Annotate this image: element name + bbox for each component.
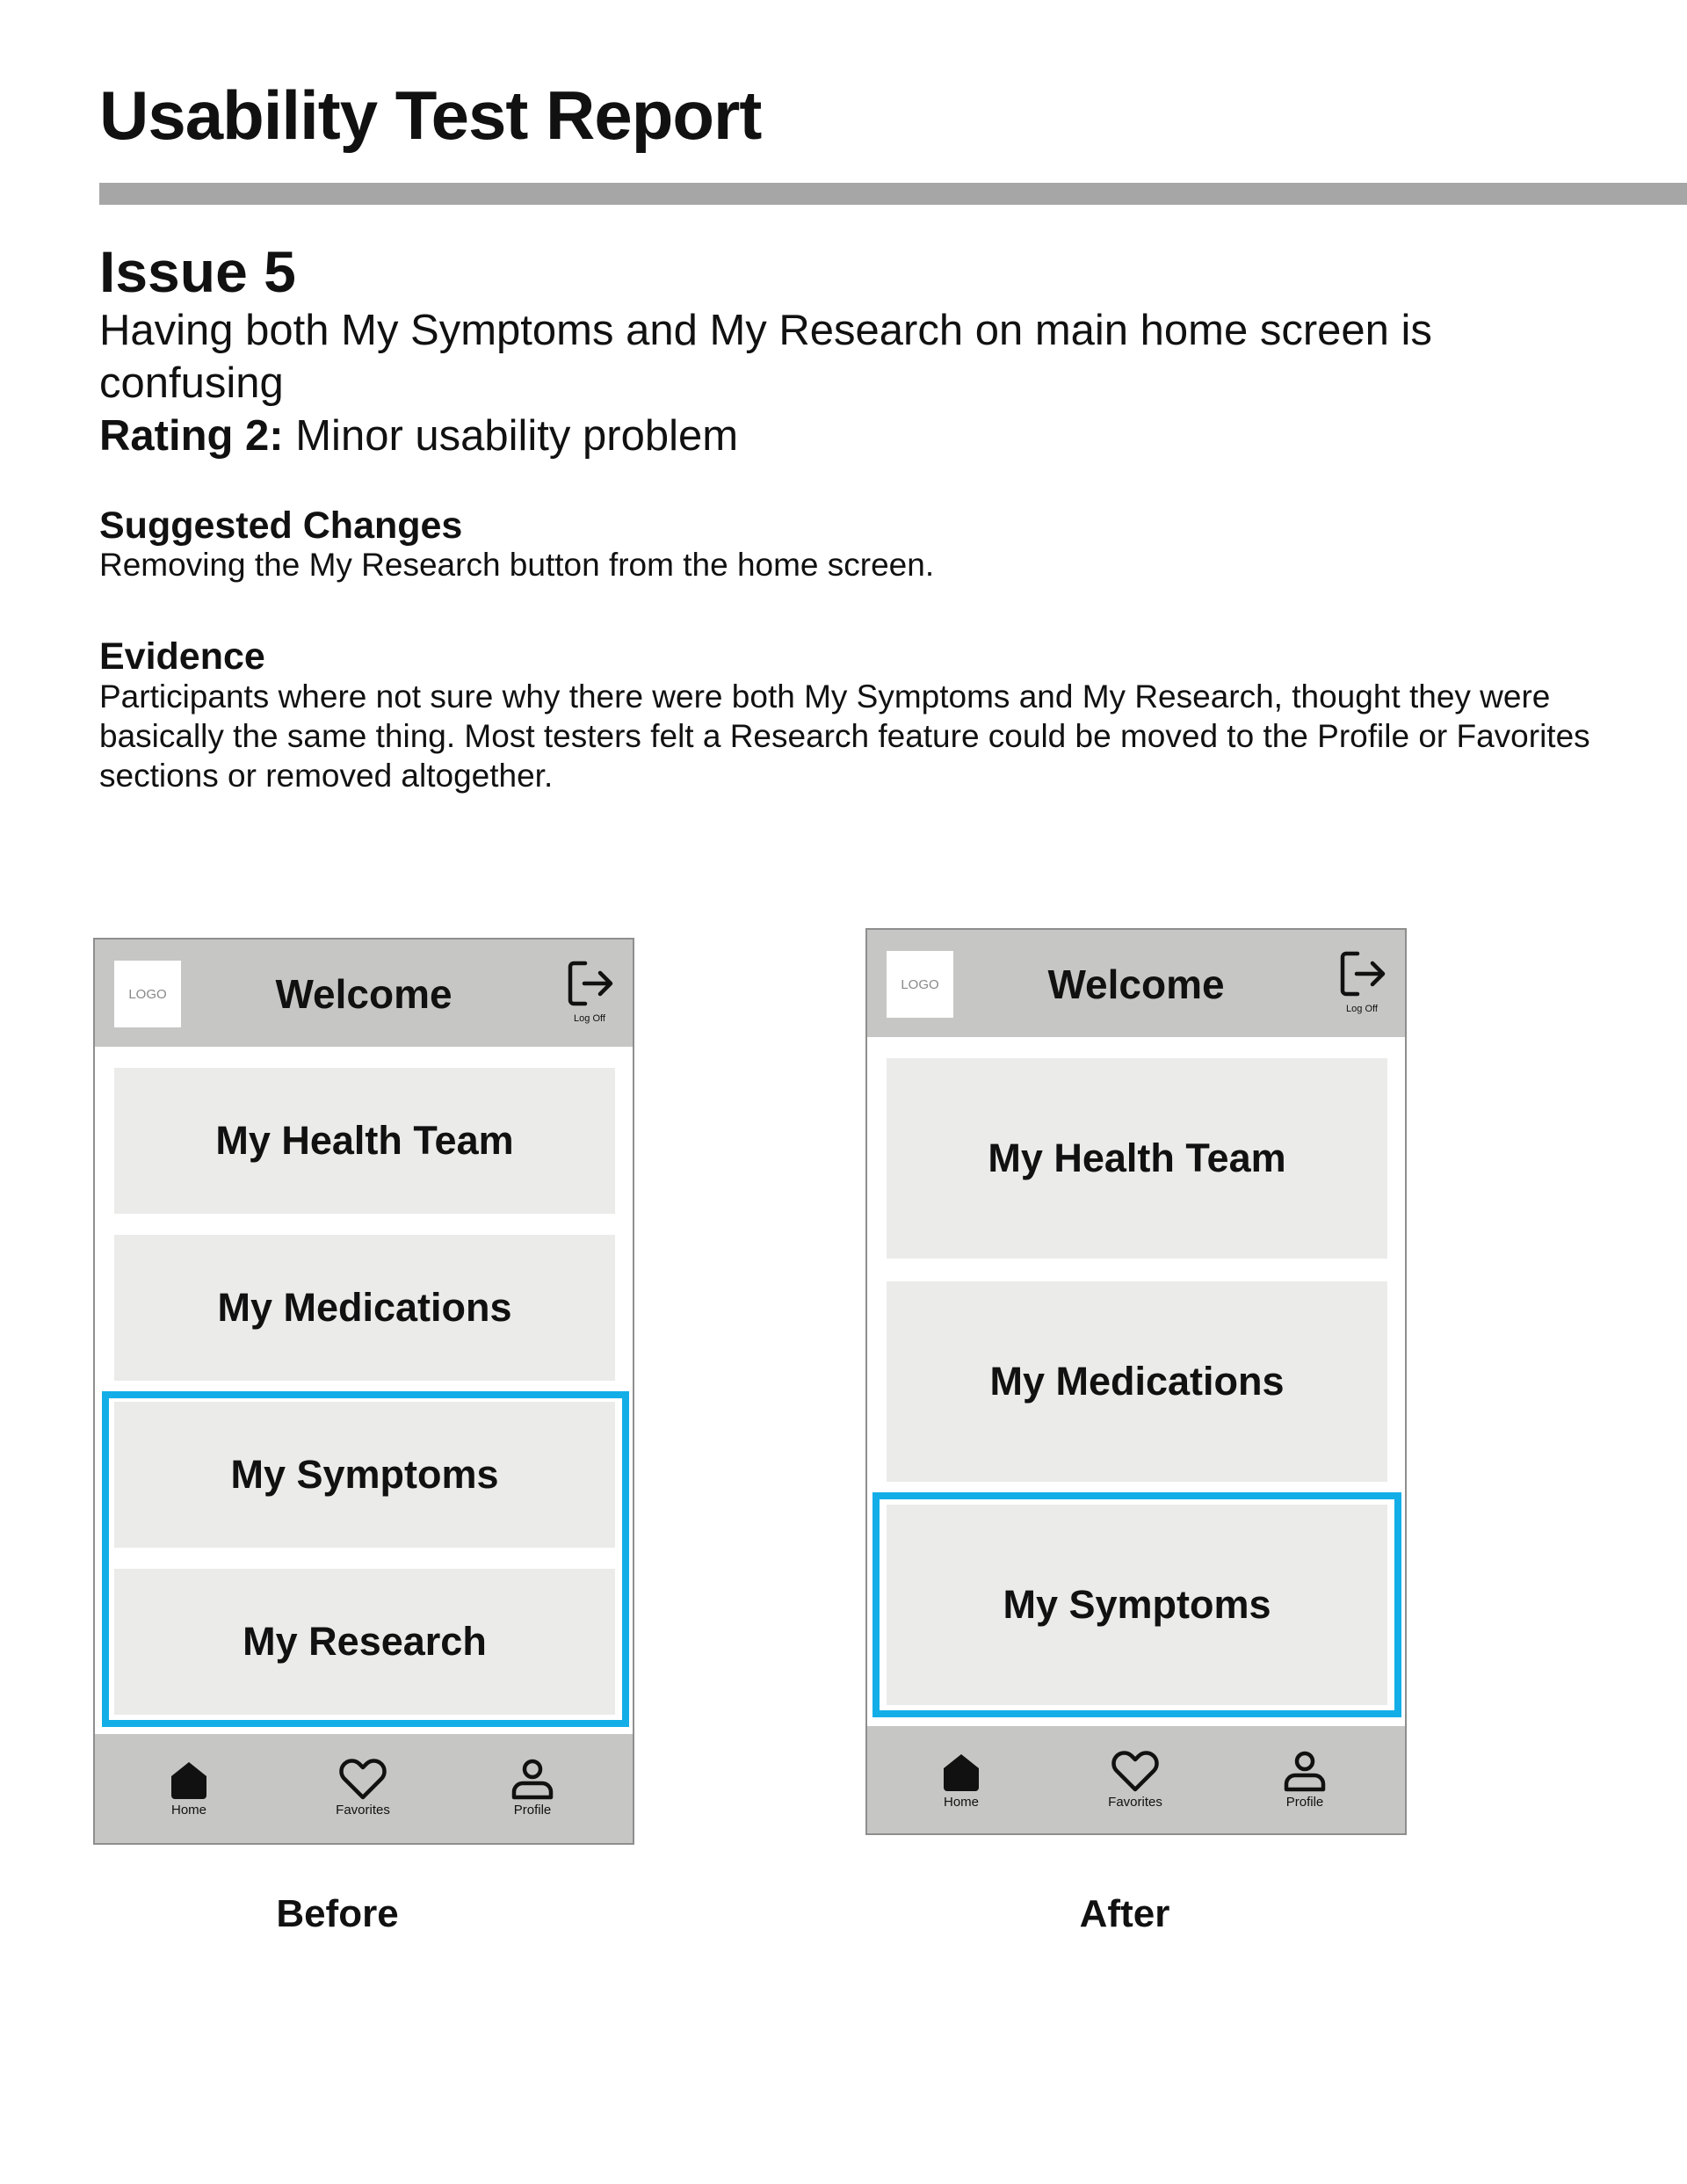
bottom-tab-bar — [95, 1734, 633, 1843]
app-header — [867, 930, 1405, 1037]
my-health-team-button[interactable]: My Health Team — [887, 1058, 1387, 1259]
tab-profile-label: Profile — [1285, 1795, 1324, 1810]
phone-mockup-before — [93, 938, 634, 1845]
rating-line — [99, 410, 738, 462]
suggested-changes-text: Removing the My Research button from the home screen. — [99, 547, 935, 583]
heart-icon — [338, 1759, 387, 1801]
issue-heading: Issue 5 — [99, 239, 296, 304]
log-off-button[interactable] — [1333, 949, 1391, 1023]
highlight-box — [872, 1492, 1401, 1717]
my-medications-button[interactable]: My Medications — [114, 1235, 615, 1381]
my-symptoms-button[interactable]: My Symptoms — [887, 1505, 1387, 1705]
tab-profile-label: Profile — [513, 1803, 552, 1818]
tab-favorites-label: Favorites — [1108, 1795, 1162, 1810]
welcome-title: Welcome — [1047, 961, 1225, 1007]
tab-favorites[interactable] — [1082, 1751, 1188, 1830]
home-icon — [940, 1751, 982, 1793]
user-icon — [1282, 1751, 1328, 1793]
caption-after: After — [1079, 1892, 1170, 1935]
tab-home-label: Home — [943, 1795, 979, 1810]
my-symptoms-button[interactable]: My Symptoms — [114, 1402, 615, 1548]
issue-summary: Having both My Symptoms and My Research on main home screen is confusing — [99, 307, 1432, 407]
evidence-text: Participants where not sure why there were both My Symptoms and My Research, thought they were basically the same thing. Most testers felt a Research feature could be moved to the Profile or Favorites sections or removed altogether. — [99, 678, 1590, 794]
tab-profile[interactable] — [480, 1759, 585, 1838]
log-off-label: Log Off — [1346, 1004, 1378, 1014]
report-title: Usability Test Report — [99, 76, 762, 154]
log-off-icon — [1338, 949, 1387, 998]
bottom-tab-bar — [867, 1726, 1405, 1833]
tab-favorites[interactable] — [310, 1759, 416, 1838]
highlight-box — [102, 1391, 629, 1727]
suggested-changes-heading: Suggested Changes — [99, 504, 463, 547]
caption-before: Before — [276, 1892, 399, 1935]
tab-home[interactable] — [136, 1759, 242, 1838]
rating-label: Rating 2: — [99, 412, 284, 460]
user-icon — [510, 1759, 555, 1801]
tab-home[interactable] — [909, 1751, 1014, 1830]
tab-profile[interactable] — [1252, 1751, 1358, 1830]
log-off-button[interactable] — [561, 959, 619, 1033]
log-off-label: Log Off — [574, 1013, 605, 1024]
app-header — [95, 940, 633, 1047]
logo-placeholder: LOGO — [887, 951, 953, 1018]
tab-favorites-label: Favorites — [336, 1803, 390, 1818]
my-medications-button[interactable]: My Medications — [887, 1281, 1387, 1482]
phone-mockup-after — [865, 928, 1407, 1835]
rating-text: Minor usability problem — [283, 412, 739, 460]
heart-icon — [1111, 1751, 1160, 1793]
my-research-button[interactable]: My Research — [114, 1569, 615, 1715]
my-health-team-button[interactable]: My Health Team — [114, 1068, 615, 1214]
evidence-heading: Evidence — [99, 635, 265, 678]
welcome-title: Welcome — [275, 971, 453, 1017]
home-icon — [168, 1759, 210, 1801]
logo-placeholder: LOGO — [114, 961, 181, 1027]
log-off-icon — [566, 959, 615, 1008]
tab-home-label: Home — [170, 1803, 206, 1818]
title-divider — [99, 183, 1687, 205]
